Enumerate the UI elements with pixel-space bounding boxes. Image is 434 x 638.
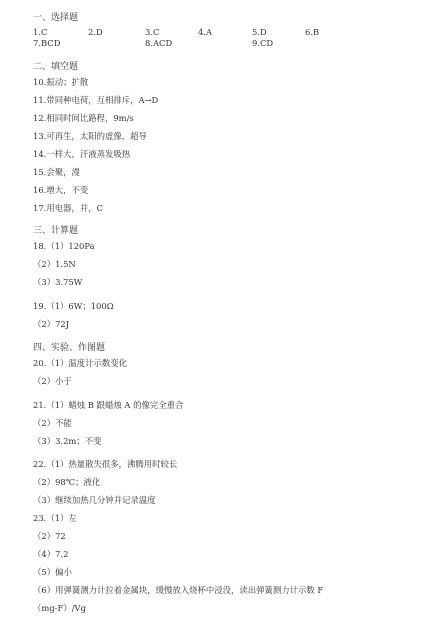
section-title-calc: 三、计算题 (33, 226, 79, 236)
fill-answer: 12.相同时间比路程，9m/s (33, 113, 134, 123)
exp-answer: （6）用弹簧测力计拉着金属块，缓慢放入烧杯中浸没，读出弹簧测力计示数 F (33, 585, 324, 595)
fill-answer: 17.用电器，并，C (33, 203, 103, 213)
calc-answer: （2）1.5N (33, 259, 76, 269)
exp-answer: 22.（1）热量散失很多，沸腾用时较长 (33, 459, 178, 469)
exp-answer: （2）98℃；液化 (33, 477, 101, 487)
exp-answer: （mg-F）/Vg (33, 603, 86, 613)
choice-answer: 3.C (145, 27, 160, 37)
choice-answer: 2.D (88, 27, 103, 37)
exp-answer: （4）7.2 (33, 549, 69, 559)
fill-answer: 13.可再生，太阳的虚像，超导 (33, 131, 147, 141)
section-title-experiment: 四、实验、作图题 (33, 343, 106, 353)
calc-answer: （3）3.75W (33, 277, 83, 287)
exp-answer: （3）继续加热几分钟并记录温度 (33, 495, 156, 505)
calc-answer: 19.（1）6W；100Ω (33, 301, 114, 311)
choice-answer: 8.ACD (145, 38, 173, 48)
fill-answer: 16.增大，不变 (33, 185, 89, 195)
exp-answer: （5）偏小 (33, 567, 72, 577)
fill-answer: 11.带同种电荷，互相排斥，A→D (33, 95, 159, 105)
exp-answer: 21.（1）蜡烛 B 跟蜡烛 A 的像完全重合 (33, 400, 184, 410)
choice-answer: 6.B (305, 27, 320, 37)
exp-answer: 23.（1）左 (33, 513, 77, 523)
section-title-fill: 二、填空题 (33, 62, 79, 72)
exp-answer: （2）72 (33, 531, 66, 541)
section-title-choice: 一、选择题 (33, 13, 79, 23)
exp-answer: 20.（1）温度计示数变化 (33, 358, 128, 368)
calc-answer: （2）72J (33, 319, 70, 329)
calc-answer: 18.（1）120Pa (33, 241, 95, 251)
choice-answer: 9.CD (252, 38, 274, 48)
choice-answer: 1.C (33, 27, 48, 37)
choice-answer: 5.D (252, 27, 267, 37)
choice-answer: 4.A (198, 27, 213, 37)
exp-answer: （2）小于 (33, 376, 72, 386)
exp-answer: （2）不能 (33, 418, 72, 428)
fill-answer: 10.振动；扩散 (33, 77, 89, 87)
exp-answer: （3）3.2m；不变 (33, 436, 102, 446)
choice-answer: 7.BCD (33, 38, 61, 48)
fill-answer: 14.一样大，汗液蒸发吸热 (33, 149, 131, 159)
fill-answer: 15.会聚，漫 (33, 167, 80, 177)
